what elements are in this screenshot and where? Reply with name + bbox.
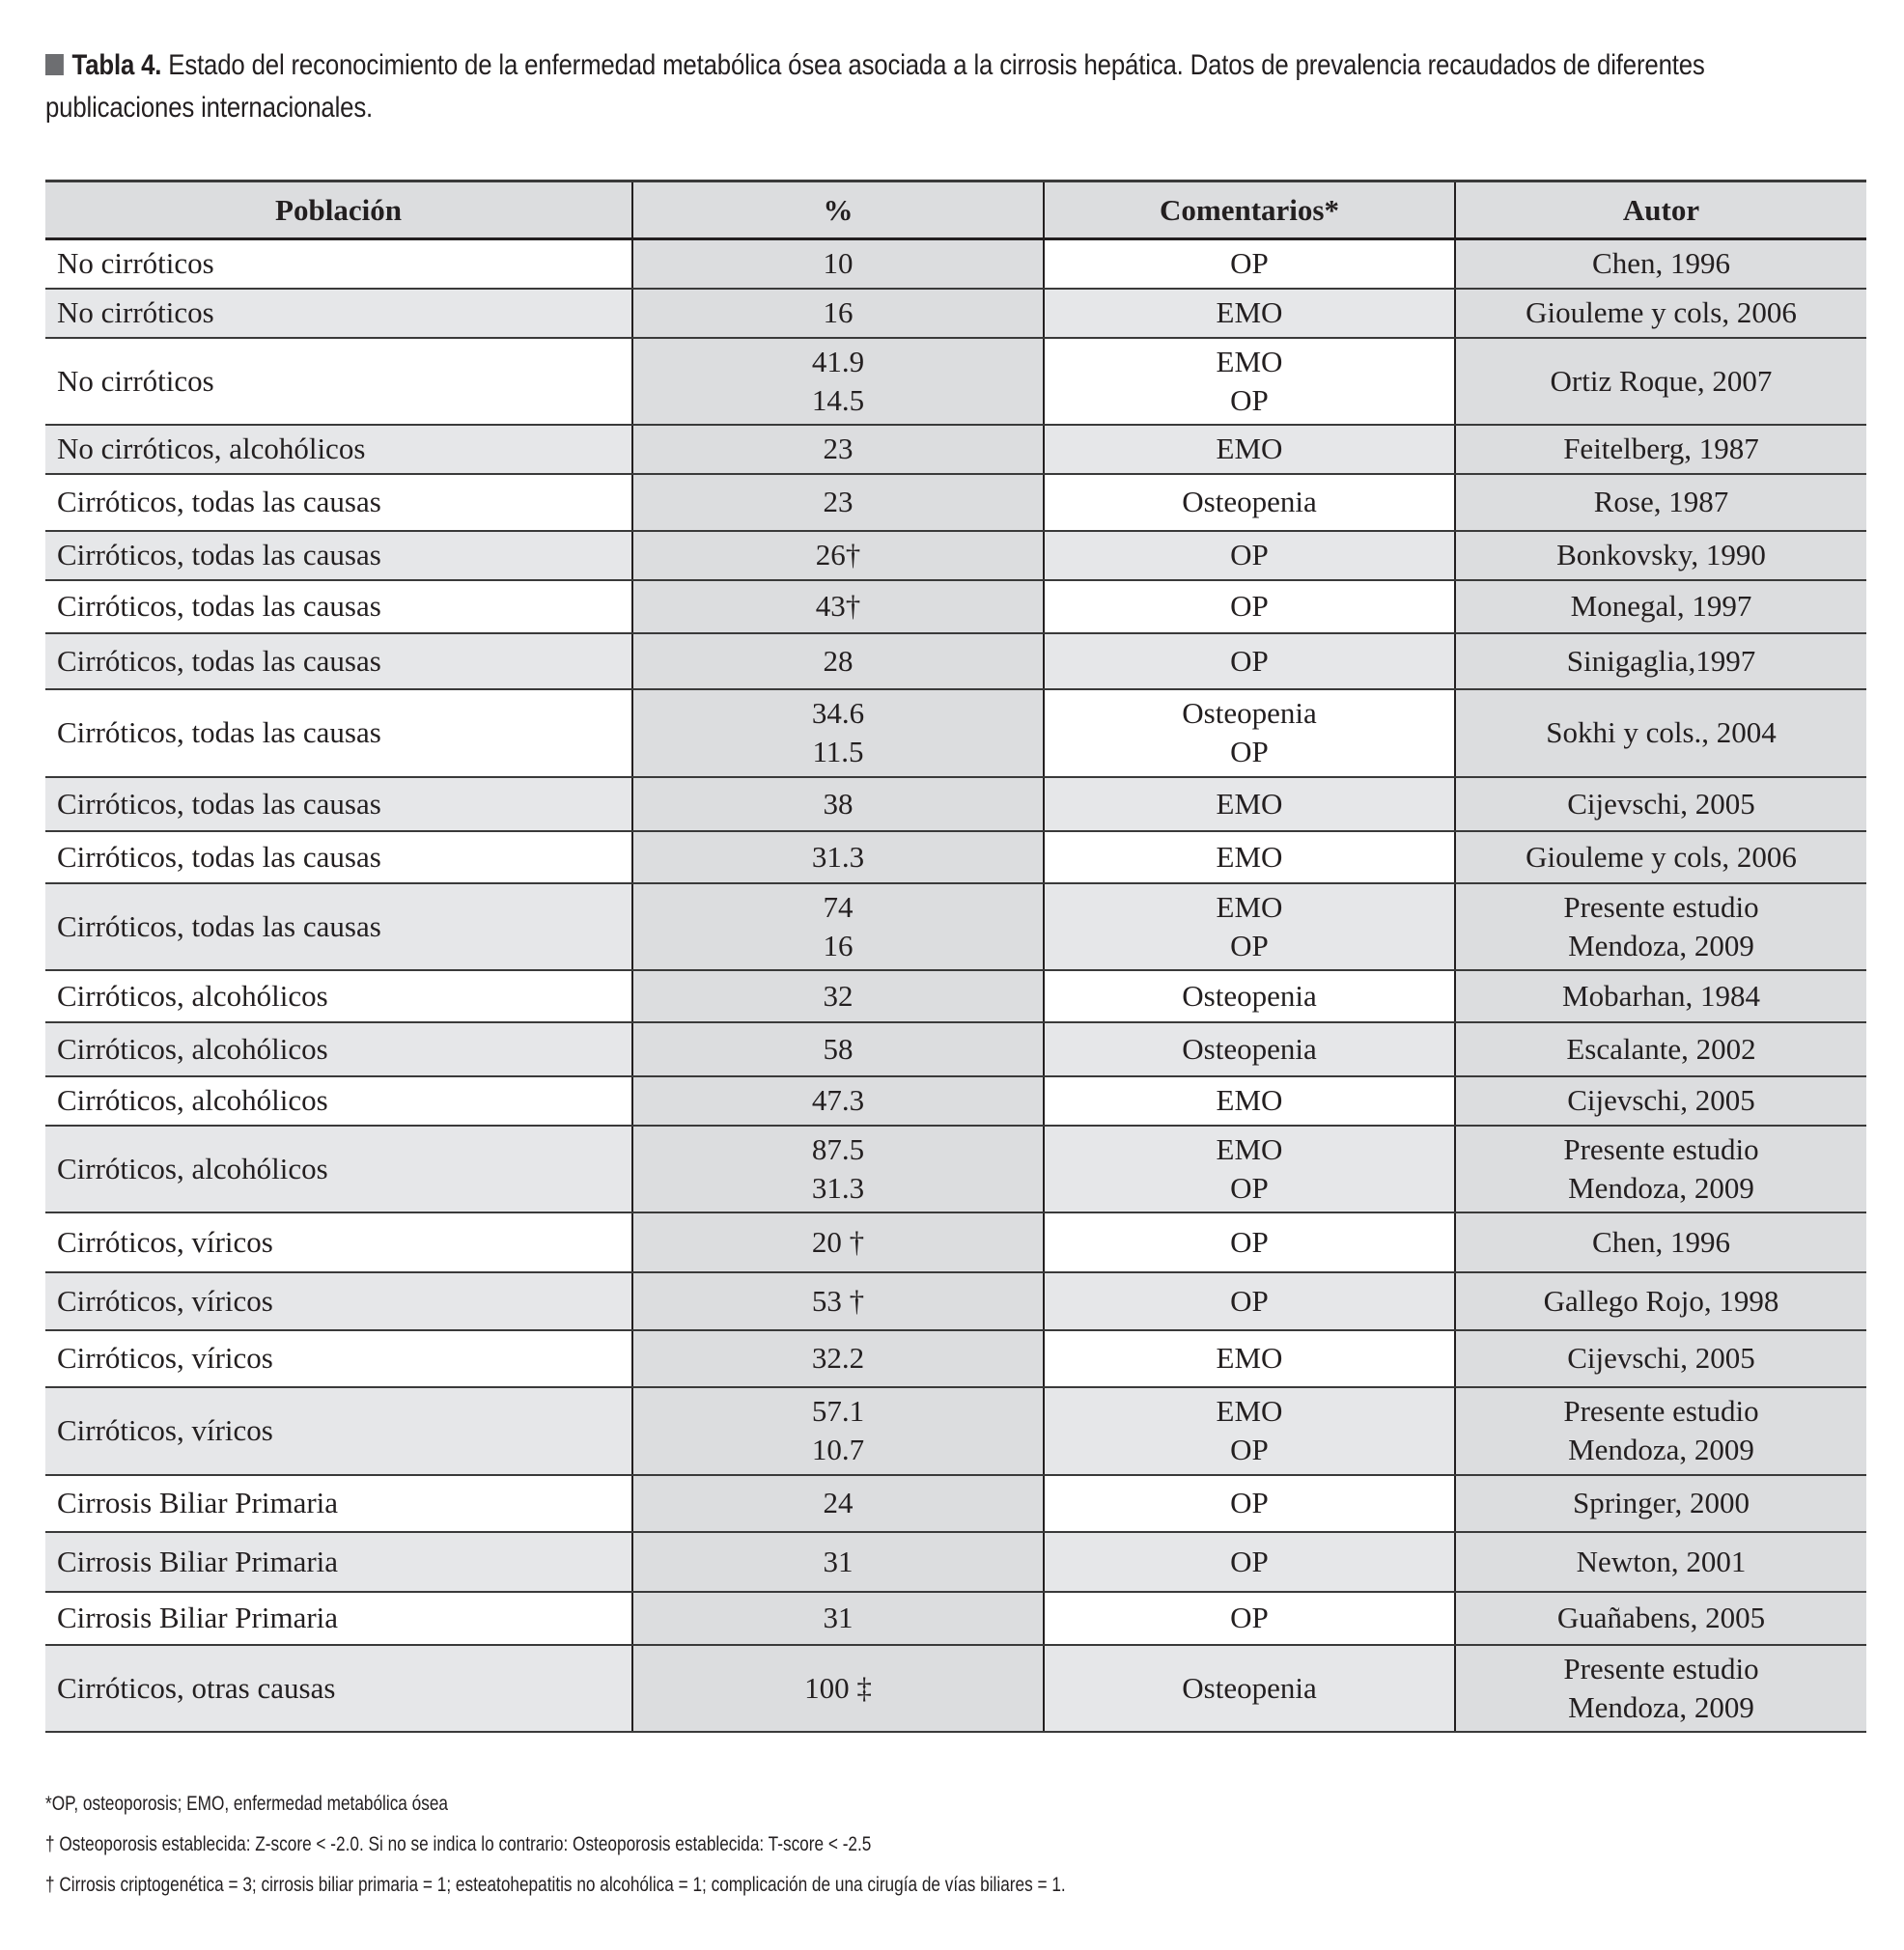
cell-percent — [632, 831, 1044, 883]
cell-percent-line: 43† — [815, 589, 861, 623]
cell-percent-line: 10.7 — [811, 1433, 865, 1466]
cell-percent — [632, 1126, 1044, 1212]
cell-autor-line: Giouleme y cols, 2006 — [1526, 295, 1797, 329]
cell-comentarios-line: OP — [1230, 538, 1269, 571]
cell-autor-line: Mendoza, 2009 — [1568, 1689, 1754, 1724]
cell-autor — [1455, 580, 1866, 633]
cell-autor-line: Newton, 2001 — [1576, 1544, 1747, 1578]
table-body — [45, 239, 1866, 1732]
cell-percent-line: 32.2 — [811, 1341, 865, 1375]
cell-autor-line: Escalante, 2002 — [1566, 1031, 1756, 1066]
cell-comentarios — [1044, 1212, 1455, 1272]
table-row — [45, 474, 1866, 531]
cell-poblacion: No cirróticos — [45, 338, 632, 425]
cell-percent-line: 57.1 — [811, 1394, 865, 1428]
cell-poblacion: Cirróticos, alcohólicos — [45, 970, 632, 1022]
cell-poblacion: Cirróticos, víricos — [45, 1387, 632, 1475]
cell-percent-line: 23 — [823, 432, 854, 465]
cell-poblacion: No cirróticos — [45, 239, 632, 289]
cell-autor-line: Presente estudio — [1563, 1394, 1759, 1428]
table-row — [45, 1387, 1866, 1475]
cell-comentarios-line: OP — [1230, 382, 1269, 417]
cell-comentarios — [1044, 1126, 1455, 1212]
cell-percent — [632, 1330, 1044, 1387]
cell-percent-line: 32 — [823, 978, 854, 1013]
table-row — [45, 1592, 1866, 1645]
cell-autor-line: Bonkovsky, 1990 — [1556, 538, 1766, 571]
cell-autor-line: Guañabens, 2005 — [1556, 1601, 1766, 1634]
cell-percent — [632, 1592, 1044, 1645]
cell-poblacion: Cirróticos, otras causas — [45, 1645, 632, 1732]
cell-autor — [1455, 831, 1866, 883]
cell-autor-line: Cijevschi, 2005 — [1567, 1083, 1755, 1117]
cell-percent-line: 87.5 — [811, 1131, 865, 1166]
table-row — [45, 970, 1866, 1022]
table-row — [45, 831, 1866, 883]
cell-autor-line: Feitelberg, 1987 — [1563, 432, 1759, 465]
cell-comentarios-line: EMO — [1216, 1131, 1283, 1166]
cell-poblacion: Cirrosis Biliar Primaria — [45, 1532, 632, 1592]
cell-percent-line: 16 — [823, 295, 854, 329]
cell-percent-line: 11.5 — [812, 735, 864, 768]
table-row — [45, 531, 1866, 580]
cell-autor — [1455, 633, 1866, 689]
cell-comentarios-line: OP — [1230, 1224, 1269, 1259]
cell-autor-line: Presente estudio — [1563, 889, 1759, 924]
cell-comentarios-line: Osteopenia — [1182, 978, 1317, 1013]
table-row — [45, 633, 1866, 689]
cell-percent-line: 38 — [823, 786, 854, 821]
header-autor: Autor — [1455, 181, 1866, 239]
table-row — [45, 1475, 1866, 1532]
cell-autor-line: Sokhi y cols., 2004 — [1546, 715, 1777, 749]
cell-percent-line: 53 † — [811, 1283, 865, 1318]
cell-comentarios — [1044, 425, 1455, 474]
cell-autor — [1455, 1592, 1866, 1645]
table-row — [45, 883, 1866, 970]
cell-comentarios — [1044, 1076, 1455, 1126]
cell-comentarios-line: OP — [1230, 246, 1269, 281]
cell-percent-line: 31.3 — [811, 1170, 865, 1205]
cell-autor — [1455, 970, 1866, 1022]
cell-percent — [632, 689, 1044, 777]
cell-poblacion: Cirróticos, todas las causas — [45, 474, 632, 531]
cell-autor-line: Monegal, 1997 — [1570, 589, 1752, 623]
prevalence-table — [45, 180, 1866, 1733]
cell-comentarios — [1044, 1645, 1455, 1732]
cell-autor-line: Rose, 1987 — [1593, 485, 1729, 518]
cell-percent — [632, 425, 1044, 474]
cell-percent-line: 24 — [823, 1486, 854, 1519]
cell-autor — [1455, 1475, 1866, 1532]
cell-comentarios-line: Osteopenia — [1182, 1031, 1317, 1066]
cell-comentarios-line: OP — [1230, 1544, 1269, 1578]
table-row — [45, 1532, 1866, 1592]
table-row — [45, 580, 1866, 633]
cell-percent — [632, 633, 1044, 689]
cell-percent-line: 34.6 — [811, 696, 865, 730]
cell-percent-line: 14.5 — [811, 382, 865, 417]
cell-comentarios-line: EMO — [1216, 295, 1283, 329]
cell-percent-line: 100 ‡ — [804, 1670, 872, 1705]
table-row — [45, 289, 1866, 338]
cell-percent — [632, 1022, 1044, 1076]
cell-percent — [632, 1387, 1044, 1475]
table-row — [45, 689, 1866, 777]
cell-comentarios — [1044, 1022, 1455, 1076]
cell-comentarios — [1044, 580, 1455, 633]
footnote-dagger: † Osteoporosis establecida: Z-score < -2.0. Si no se indica lo contrario: Osteoporosis establecida: T-score < -2.5 — [45, 1833, 872, 1855]
cell-percent-line: 31.3 — [811, 839, 865, 874]
cell-poblacion: Cirróticos, todas las causas — [45, 777, 632, 831]
cell-autor — [1455, 1645, 1866, 1732]
cell-percent — [632, 1212, 1044, 1272]
cell-autor — [1455, 689, 1866, 777]
caption-square-icon — [45, 54, 64, 75]
cell-autor-line: Sinigaglia,1997 — [1566, 643, 1756, 678]
table-row — [45, 1645, 1866, 1732]
cell-percent — [632, 777, 1044, 831]
cell-comentarios — [1044, 1330, 1455, 1387]
cell-comentarios-line: OP — [1230, 1433, 1269, 1466]
cell-comentarios-line: OP — [1230, 643, 1269, 678]
cell-percent — [632, 531, 1044, 580]
table-row — [45, 239, 1866, 289]
cell-autor-line: Springer, 2000 — [1572, 1486, 1750, 1519]
cell-autor — [1455, 1076, 1866, 1126]
cell-comentarios-line: OP — [1230, 589, 1269, 623]
cell-comentarios — [1044, 883, 1455, 970]
cell-comentarios-line: Osteopenia — [1182, 485, 1317, 518]
cell-percent-line: 23 — [823, 485, 854, 518]
table-row — [45, 1126, 1866, 1212]
cell-percent-line: 74 — [823, 889, 854, 924]
cell-comentarios-line: EMO — [1216, 432, 1283, 465]
cell-percent-line: 20 † — [811, 1224, 865, 1259]
cell-poblacion: No cirróticos, alcohólicos — [45, 425, 632, 474]
cell-autor — [1455, 1532, 1866, 1592]
cell-comentarios-line: EMO — [1216, 1341, 1283, 1375]
cell-comentarios-line: OP — [1230, 1486, 1269, 1519]
cell-percent-line: 58 — [823, 1031, 854, 1066]
cell-percent — [632, 338, 1044, 425]
cell-autor — [1455, 239, 1866, 289]
table-row — [45, 777, 1866, 831]
cell-percent — [632, 883, 1044, 970]
footnote-abbreviations: *OP, osteoporosis; EMO, enfermedad metabólica ósea — [45, 1793, 449, 1815]
header-percent: % — [632, 181, 1044, 239]
cell-poblacion: Cirrosis Biliar Primaria — [45, 1592, 632, 1645]
cell-percent-line: 41.9 — [811, 344, 865, 378]
cell-autor-line: Cijevschi, 2005 — [1567, 1341, 1755, 1375]
cell-autor — [1455, 289, 1866, 338]
cell-autor — [1455, 1022, 1866, 1076]
cell-autor-line: Chen, 1996 — [1592, 1224, 1730, 1259]
table-row — [45, 1272, 1866, 1330]
cell-autor-line: Cijevschi, 2005 — [1567, 786, 1755, 821]
cell-percent — [632, 970, 1044, 1022]
cell-comentarios — [1044, 289, 1455, 338]
cell-comentarios-line: Osteopenia — [1182, 1670, 1317, 1705]
cell-poblacion: Cirróticos, víricos — [45, 1272, 632, 1330]
cell-poblacion: Cirróticos, víricos — [45, 1212, 632, 1272]
cell-poblacion: Cirróticos, alcohólicos — [45, 1022, 632, 1076]
cell-comentarios — [1044, 1532, 1455, 1592]
header-poblacion: Población — [45, 181, 632, 239]
cell-autor-line: Mendoza, 2009 — [1568, 928, 1754, 962]
cell-autor — [1455, 1212, 1866, 1272]
cell-autor — [1455, 531, 1866, 580]
cell-autor — [1455, 474, 1866, 531]
cell-comentarios — [1044, 1387, 1455, 1475]
cell-comentarios — [1044, 970, 1455, 1022]
table-row — [45, 1022, 1866, 1076]
cell-comentarios — [1044, 1272, 1455, 1330]
cell-autor-line: Mobarhan, 1984 — [1562, 978, 1760, 1013]
cell-percent-line: 10 — [823, 246, 854, 281]
cell-comentarios-line: OP — [1230, 1283, 1269, 1318]
cell-comentarios — [1044, 1592, 1455, 1645]
cell-percent-line: 31 — [823, 1544, 854, 1578]
cell-poblacion: No cirróticos — [45, 289, 632, 338]
cell-poblacion: Cirróticos, alcohólicos — [45, 1076, 632, 1126]
table-row — [45, 338, 1866, 425]
cell-poblacion: Cirróticos, todas las causas — [45, 531, 632, 580]
cell-poblacion: Cirróticos, todas las causas — [45, 831, 632, 883]
cell-autor — [1455, 425, 1866, 474]
cell-comentarios — [1044, 777, 1455, 831]
cell-comentarios-line: EMO — [1216, 889, 1283, 924]
cell-autor-line: Mendoza, 2009 — [1568, 1433, 1754, 1466]
cell-poblacion: Cirróticos, todas las causas — [45, 883, 632, 970]
caption-text: Estado del reconocimiento de la enfermedad metabólica ósea asociada a la cirrosis hepática. Datos de prevalencia recaudados de diferentes publicaciones internacionales. — [45, 49, 1705, 124]
cell-autor-line: Presente estudio — [1563, 1651, 1759, 1685]
cell-poblacion: Cirróticos, alcohólicos — [45, 1126, 632, 1212]
cell-comentarios — [1044, 831, 1455, 883]
cell-autor — [1455, 1387, 1866, 1475]
cell-autor-line: Giouleme y cols, 2006 — [1526, 839, 1797, 874]
cell-comentarios-line: OP — [1230, 928, 1269, 962]
cell-comentarios — [1044, 689, 1455, 777]
cell-comentarios — [1044, 633, 1455, 689]
cell-autor-line: Presente estudio — [1563, 1131, 1759, 1166]
cell-comentarios-line: EMO — [1216, 344, 1283, 378]
cell-comentarios — [1044, 338, 1455, 425]
cell-percent — [632, 1076, 1044, 1126]
cell-autor — [1455, 1330, 1866, 1387]
footnote-double-dagger: † Cirrosis criptogenética = 3; cirrosis biliar primaria = 1; esteatohepatitis no alcohólica = 1; complicación de una cirugía de vías biliares = 1. — [45, 1874, 1066, 1896]
cell-comentarios-line: EMO — [1216, 786, 1283, 821]
cell-comentarios-line: EMO — [1216, 839, 1283, 874]
table-row — [45, 425, 1866, 474]
footnotes — [45, 1784, 1066, 1906]
header-comentarios: Comentarios* — [1044, 181, 1455, 239]
cell-autor — [1455, 777, 1866, 831]
cell-percent — [632, 239, 1044, 289]
cell-poblacion: Cirróticos, todas las causas — [45, 689, 632, 777]
cell-percent-line: 16 — [823, 928, 854, 962]
cell-percent-line: 47.3 — [811, 1083, 865, 1117]
cell-comentarios-line: EMO — [1216, 1394, 1283, 1428]
cell-poblacion: Cirróticos, todas las causas — [45, 633, 632, 689]
cell-comentarios-line: EMO — [1216, 1083, 1283, 1117]
table-row — [45, 1076, 1866, 1126]
table-header-row — [45, 181, 1866, 239]
cell-autor — [1455, 1126, 1866, 1212]
cell-autor — [1455, 883, 1866, 970]
table-caption — [45, 44, 1856, 129]
cell-autor-line: Chen, 1996 — [1592, 246, 1730, 281]
cell-percent — [632, 1532, 1044, 1592]
cell-percent-line: 28 — [823, 643, 854, 678]
cell-autor-line: Gallego Rojo, 1998 — [1543, 1283, 1779, 1318]
cell-percent — [632, 1645, 1044, 1732]
cell-comentarios-line: OP — [1230, 1601, 1269, 1634]
cell-percent — [632, 1475, 1044, 1532]
cell-comentarios — [1044, 531, 1455, 580]
cell-autor-line: Ortiz Roque, 2007 — [1550, 363, 1773, 398]
cell-autor-line: Mendoza, 2009 — [1568, 1170, 1754, 1205]
cell-comentarios — [1044, 239, 1455, 289]
cell-percent — [632, 289, 1044, 338]
cell-poblacion: Cirróticos, víricos — [45, 1330, 632, 1387]
cell-comentarios — [1044, 474, 1455, 531]
cell-percent-line: 31 — [823, 1601, 854, 1634]
cell-autor — [1455, 1272, 1866, 1330]
cell-comentarios-line: OP — [1230, 735, 1269, 768]
table-row — [45, 1212, 1866, 1272]
cell-poblacion: Cirrosis Biliar Primaria — [45, 1475, 632, 1532]
table-row — [45, 1330, 1866, 1387]
cell-percent — [632, 474, 1044, 531]
cell-poblacion: Cirróticos, todas las causas — [45, 580, 632, 633]
cell-comentarios — [1044, 1475, 1455, 1532]
cell-percent — [632, 580, 1044, 633]
cell-comentarios-line: Osteopenia — [1182, 696, 1317, 730]
cell-percent — [632, 1272, 1044, 1330]
caption-label: Tabla 4. — [71, 49, 162, 81]
cell-percent-line: 26† — [815, 538, 861, 571]
cell-autor — [1455, 338, 1866, 425]
cell-comentarios-line: OP — [1230, 1170, 1269, 1205]
